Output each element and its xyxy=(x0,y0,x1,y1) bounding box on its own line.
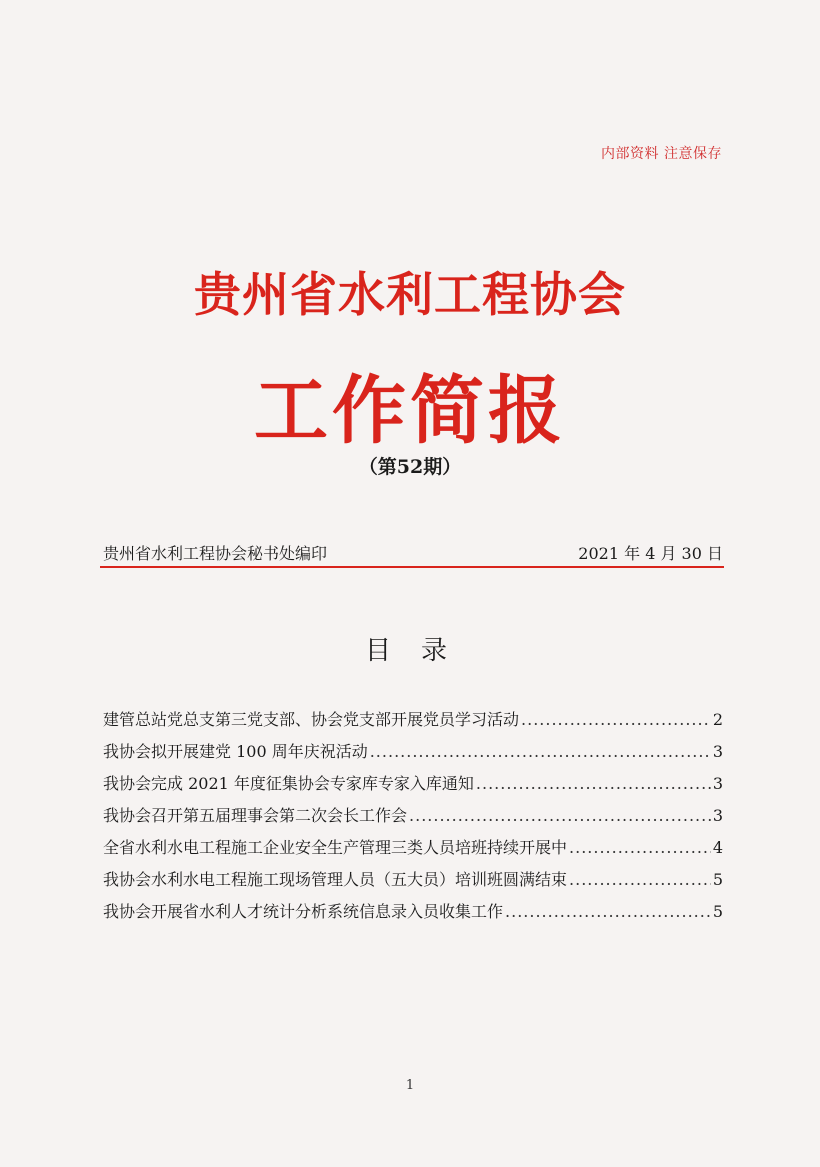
toc-entry[interactable] xyxy=(103,899,723,931)
toc-leader xyxy=(569,838,711,857)
toc-entry-page: 3 xyxy=(712,742,723,761)
editor-label: 贵州省水利工程协会秘书处编印 xyxy=(103,544,328,563)
toc-entry[interactable] xyxy=(103,707,723,739)
toc-entry-page: 2 xyxy=(712,710,723,729)
toc-leader xyxy=(370,742,711,761)
toc-leader xyxy=(409,806,711,825)
toc-entry-title: 我协会水利水电工程施工现场管理人员（五大员）培训班圆满结束 xyxy=(103,870,568,889)
confidential-notice: 内部资料 注意保存 xyxy=(601,146,722,162)
toc-entry-page: 4 xyxy=(712,838,723,857)
toc-leader xyxy=(521,710,711,729)
issue-number: （第52期） xyxy=(358,456,462,478)
toc-entry-page: 5 xyxy=(712,870,723,889)
toc-leader xyxy=(505,902,711,921)
toc-heading: 目录 xyxy=(364,636,477,666)
organization-title: 贵州省水利工程协会 xyxy=(194,268,626,323)
toc-entry[interactable] xyxy=(103,803,723,835)
toc-entry-title: 我协会拟开展建党 100 周年庆祝活动 xyxy=(103,742,368,761)
publication-date: 2021 年 4 月 30 日 xyxy=(578,544,723,563)
toc-entry-title: 全省水利水电工程施工企业安全生产管理三类人员培班持续开展中 xyxy=(103,838,568,857)
toc-leader xyxy=(569,870,711,889)
toc-entry[interactable] xyxy=(103,771,723,803)
toc-leader xyxy=(476,774,711,793)
bulletin-title: 工作简报 xyxy=(254,368,566,454)
publication-info xyxy=(103,541,723,564)
toc-entry-title: 我协会召开第五届理事会第二次会长工作会 xyxy=(103,806,408,825)
toc-entry-title: 我协会完成 2021 年度征集协会专家库专家入库通知 xyxy=(103,774,474,793)
red-divider xyxy=(100,566,724,568)
toc-entry-page: 3 xyxy=(712,774,723,793)
toc-entry-title: 建管总站党总支第三党支部、协会党支部开展党员学习活动 xyxy=(103,710,520,729)
page-number: 1 xyxy=(405,1078,415,1093)
table-of-contents xyxy=(103,707,723,931)
toc-entry-page: 5 xyxy=(712,902,723,921)
toc-entry[interactable] xyxy=(103,867,723,899)
toc-entry[interactable] xyxy=(103,739,723,771)
toc-entry-title: 我协会开展省水利人才统计分析系统信息录入员收集工作 xyxy=(103,902,504,921)
toc-entry-page: 3 xyxy=(712,806,723,825)
toc-entry[interactable] xyxy=(103,835,723,867)
